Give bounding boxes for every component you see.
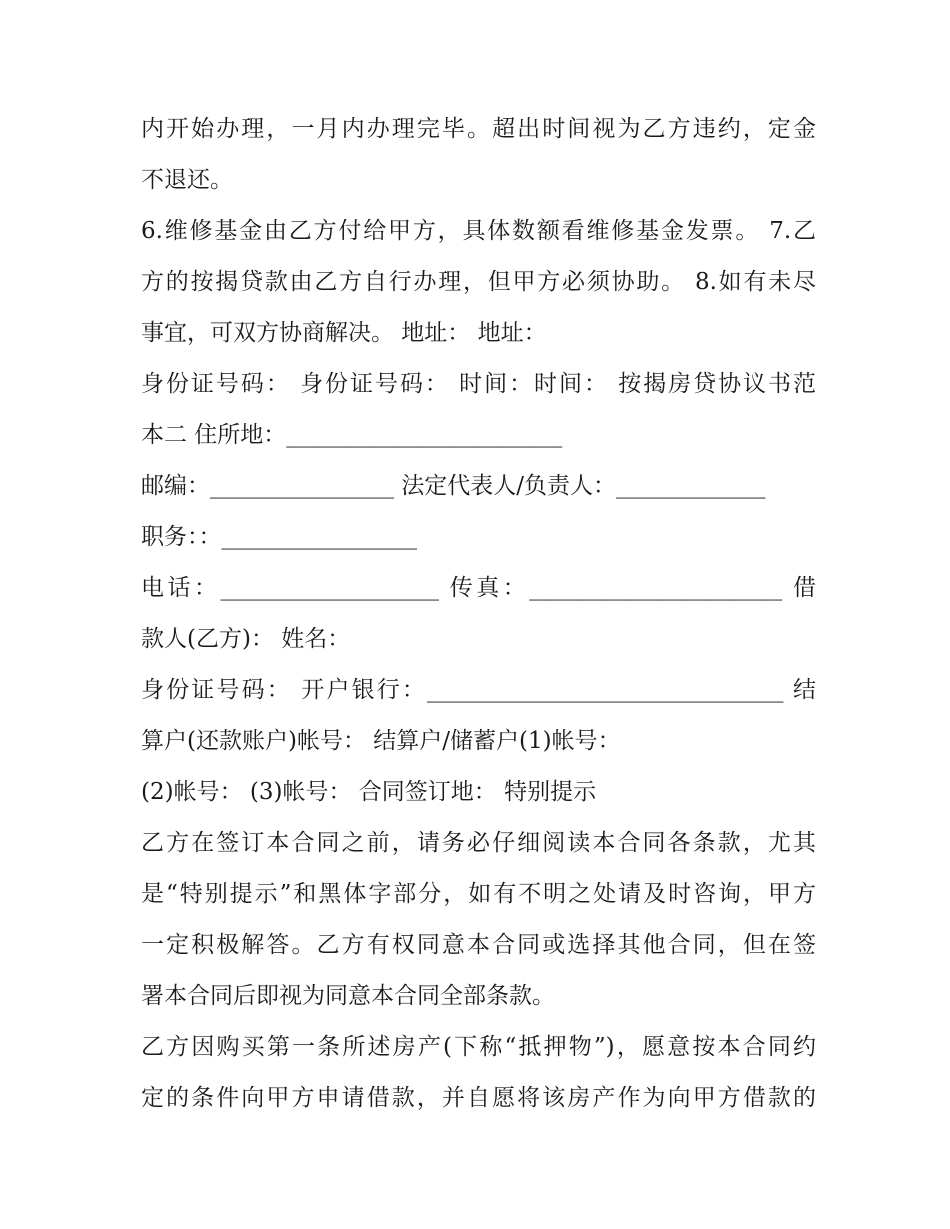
text-line: 款人(乙方)： 姓名： [141,626,351,652]
text-line: 方的按揭贷款由乙方自行办理，但甲方必须协助。 8.如有未尽 [141,269,816,295]
text-line: 不退还。 [141,167,233,193]
text-line: 是“特别提示”和黑体字部分，如有不明之处请及时咨询，甲方 [141,881,816,907]
text-line: 乙方因购买第一条所述房产(下称“抵押物”)，愿意按本合同约 [141,1034,816,1060]
text-line: 内开始办理，一月内办理完毕。超出时间视为乙方违约，定金 [141,116,816,142]
text-line: 职务：：_________________ [141,524,417,550]
text-line: 本二 住所地：________________________ [141,422,563,448]
text-line: 身份证号码： 开户银行：_______________________________ 结 [141,677,816,703]
text-line: 事宜，可双方协商解决。 地址： 地址： [141,320,547,346]
contract-text-body [141,104,816,1124]
text-line: 乙方在签订本合同之前，请务必仔细阅读本合同各条款，尤其 [141,830,816,856]
text-line: (2)帐号： (3)帐号： 合同签订地： 特别提示 [141,779,597,805]
text-line: 一定积极解答。乙方有权同意本合同或选择其他合同，但在签 [141,932,816,958]
text-line: 电话：___________________ 传真：______________________ 借 [141,575,816,601]
text-line: 邮编：________________ 法定代表人/负责人：_____________ [141,473,766,499]
text-line: 算户(还款账户)帐号： 结算户/储蓄户(1)帐号： [141,728,621,754]
text-line: 定的条件向甲方申请借款，并自愿将该房产作为向甲方借款的 [141,1085,816,1111]
text-line: 身份证号码： 身份证号码： 时间：时间： 按揭房贷协议书范 [141,371,816,397]
text-line: 6.维修基金由乙方付给甲方，具体数额看维修基金发票。 7.乙 [141,218,816,244]
text-line: 署本合同后即视为同意本合同全部条款。 [141,983,555,1009]
